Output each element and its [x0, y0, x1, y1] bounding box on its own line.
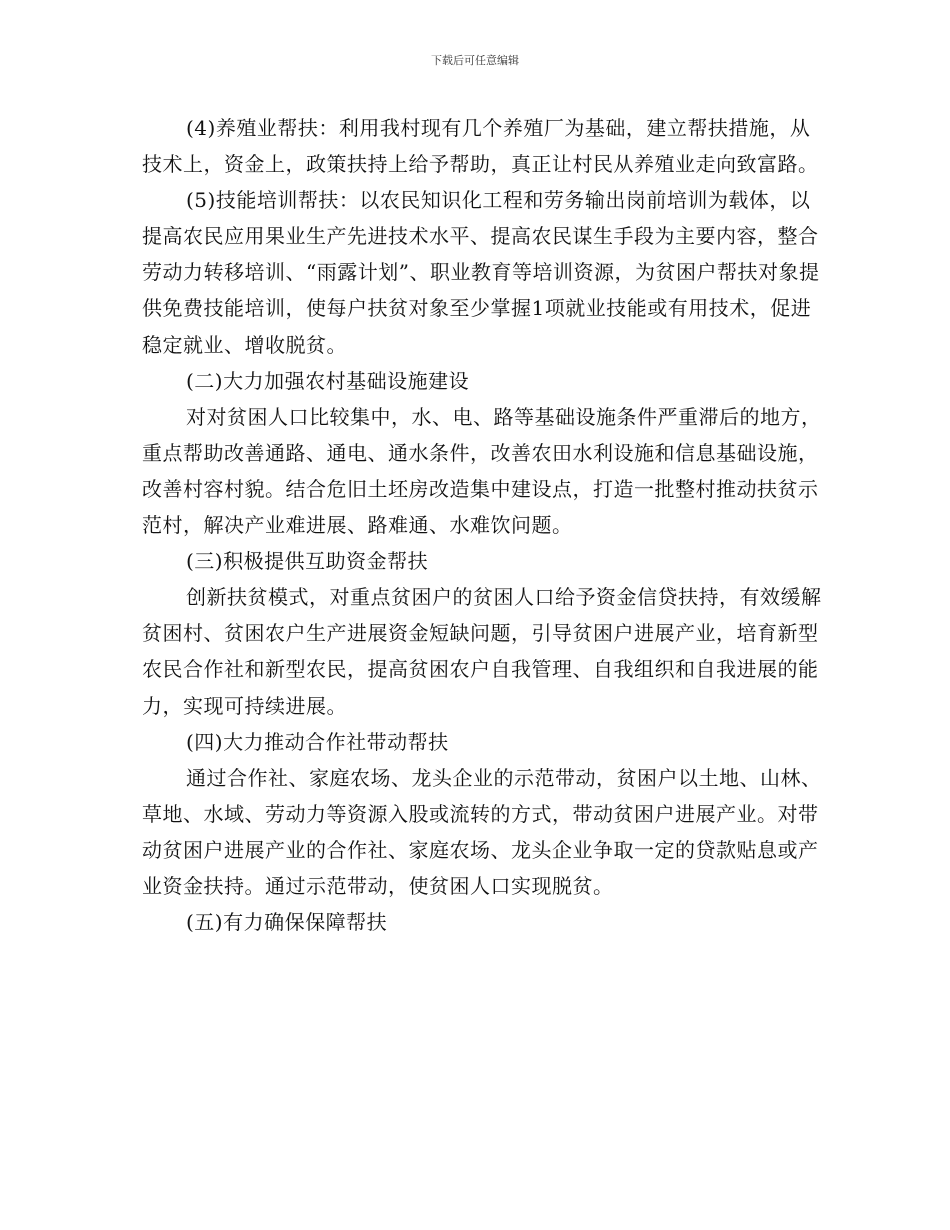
page-header: 下载后可任意编辑	[431, 54, 519, 67]
heading-security: (五)有力确保保障帮扶	[186, 910, 388, 935]
heading-mutual-funds: (三)积极提供互助资金帮扶	[186, 549, 429, 574]
para-breeding-support: (4)养殖业帮扶：利用我村现有几个养殖厂为基础，建立帮扶措施，从技术上，资金上，政策扶持上给予帮助，真正让村民从养殖业走向致富路。	[142, 116, 819, 177]
para-cooperatives: 通过合作社、家庭农场、龙头企业的示范带动，贫困户以土地、山林、草地、水域、劳动力等资源入股或流转的方式，带动贫困户进展产业。对带动贫困户进展产业的合作社、家庭农场、龙头企业争取一定的贷款贴息或产业资金扶持。通过示范带动，使贫困人口实现脱贫。	[142, 765, 822, 898]
para-infrastructure: 对对贫困人口比较集中，水、电、路等基础设施条件严重滞后的地方，重点帮助改善通路、通电、通水条件，改善农田水利设施和信息基础设施，改善村容村貌。结合危旧土坯房改造集中建设点，打造一批整村推动扶贫示范村，解决产业难进展、路难通、水难饮问题。	[142, 404, 822, 538]
document-body	[142, 110, 822, 940]
heading-infrastructure: (二)大力加强农村基础设施建设	[186, 368, 470, 393]
heading-cooperatives: (四)大力推动合作社带动帮扶	[186, 729, 449, 754]
para-skill-training: (5)技能培训帮扶：以农民知识化工程和劳务输出岗前培训为载体，以提高农民应用果业生产先进技术水平、提高农民谋生手段为主要内容，整合劳动力转移培训、“雨露计划”、职业教育等培训资源，为贫困户帮扶对象提供免费技能培训，使每户扶贫对象至少掌握1项就业技能或有用技术，促进稳定就业、增收脱贫。	[142, 188, 820, 357]
para-mutual-funds: 创新扶贫模式，对重点贫困户的贫困人口给予资金信贷扶持，有效缓解贫困村、贫困农户生产进展资金短缺问题，引导贫困户进展产业，培育新型农民合作社和新型农民，提高贫困农户自我管理、自我组织和自我进展的能力，实现可持续进展。	[142, 585, 822, 718]
